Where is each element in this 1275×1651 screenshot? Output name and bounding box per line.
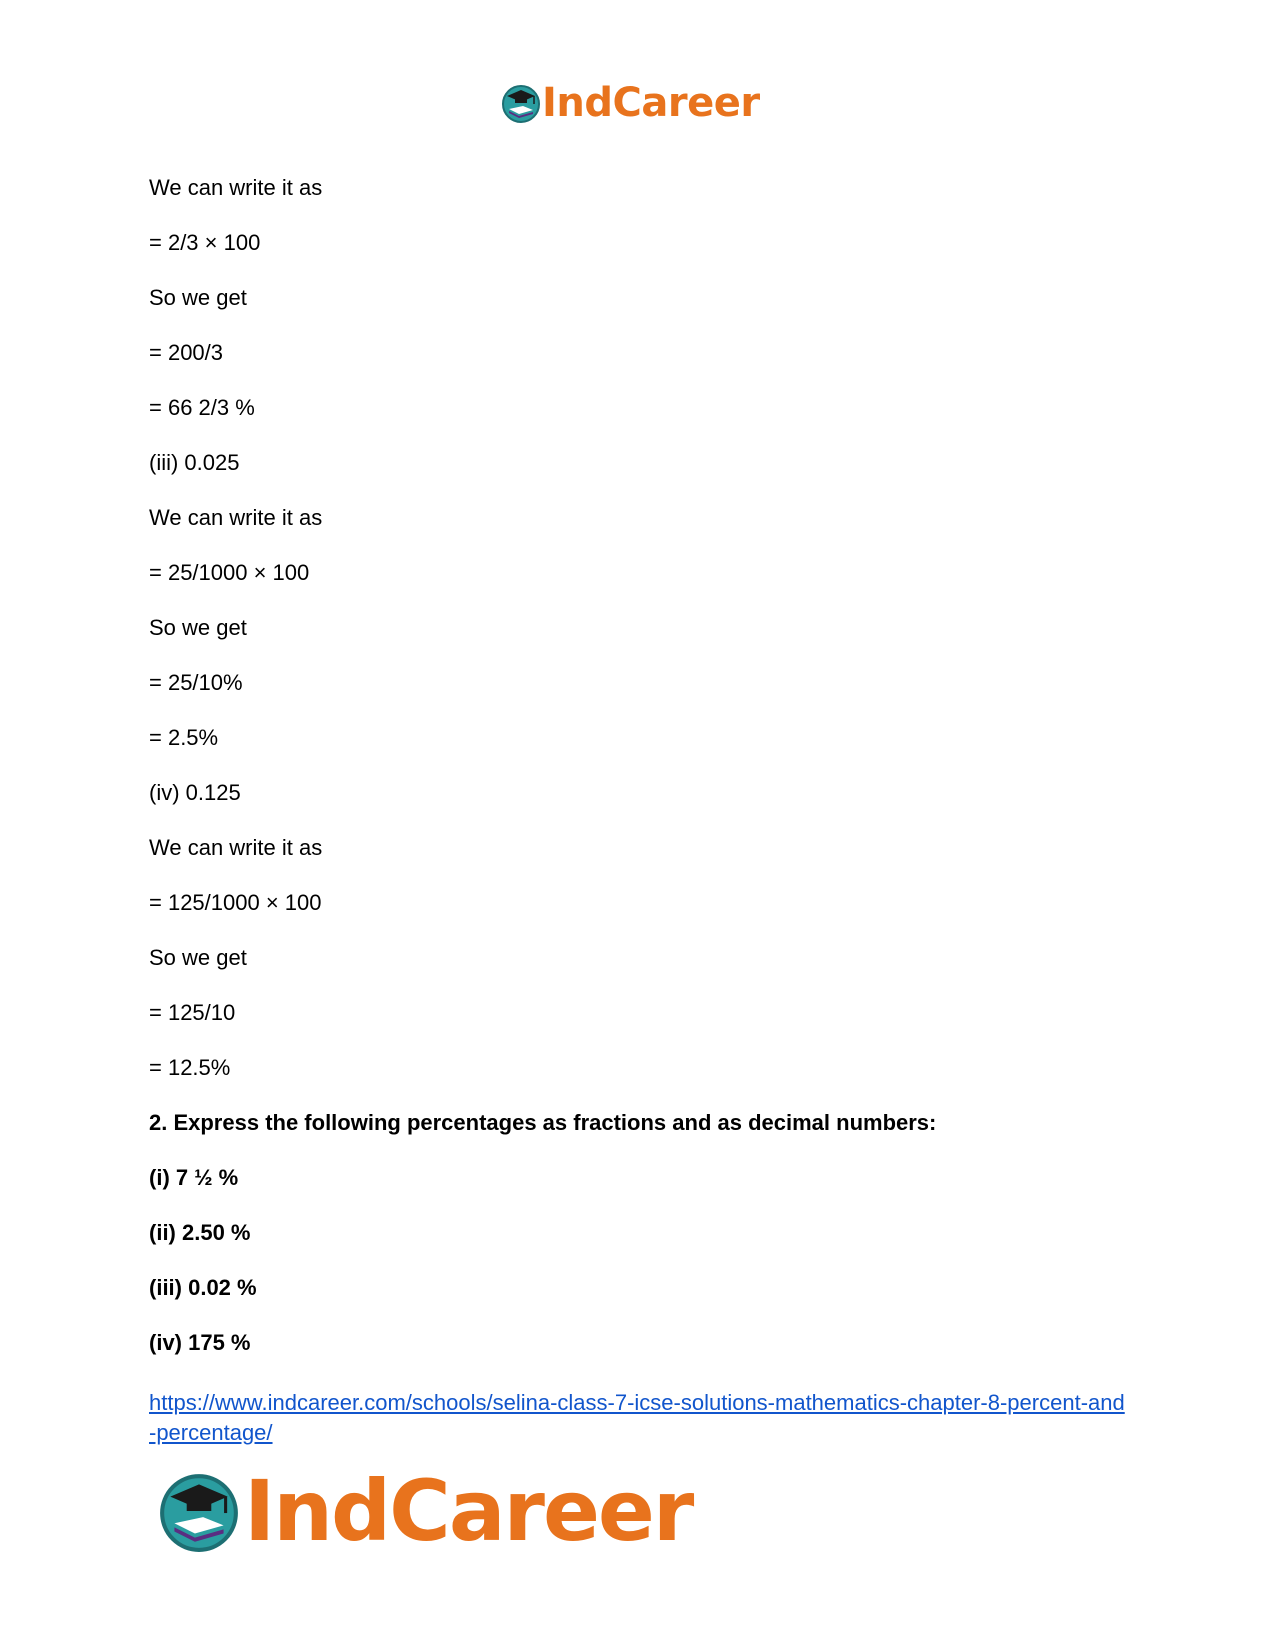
question-item: (iii) 0.02 % xyxy=(149,1275,257,1300)
logo-text: IndCareer xyxy=(542,80,760,126)
question-item: (ii) 2.50 % xyxy=(149,1220,251,1245)
question-heading: 2. Express the following percentages as fractions and as decimal numbers: xyxy=(149,1110,937,1135)
graduation-book-globe-icon xyxy=(158,1468,240,1554)
text-line: So we get xyxy=(149,285,247,310)
text-line: So we get xyxy=(149,945,247,970)
text-line: So we get xyxy=(149,615,247,640)
text-line: = 66 2/3 % xyxy=(149,395,255,420)
question-item: (i) 7 ½ % xyxy=(149,1165,239,1190)
text-line: = 125/10 xyxy=(149,1000,236,1025)
source-link[interactable]: https://www.indcareer.com/schools/selina-class-7-icse-solutions-mathematics-chapter-8-percent-and-percentage/ xyxy=(149,1390,1125,1445)
text-line: = 2/3 × 100 xyxy=(149,230,261,255)
text-line: = 125/1000 × 100 xyxy=(149,890,322,915)
text-line: We can write it as xyxy=(149,835,323,860)
question-item: (iv) 175 % xyxy=(149,1330,251,1355)
text-line: We can write it as xyxy=(149,175,323,200)
text-line: (iv) 0.125 xyxy=(149,780,241,805)
graduation-book-globe-icon xyxy=(501,82,541,124)
logo-text: IndCareer xyxy=(244,1462,693,1560)
text-line: We can write it as xyxy=(149,505,323,530)
text-line: = 25/10% xyxy=(149,670,243,695)
text-line: = 25/1000 × 100 xyxy=(149,560,310,585)
text-line: = 12.5% xyxy=(149,1055,231,1080)
text-line: = 2.5% xyxy=(149,725,219,750)
footer-logo xyxy=(158,1463,692,1559)
header-logo xyxy=(501,80,760,126)
document-body xyxy=(149,175,1149,1385)
text-line: (iii) 0.025 xyxy=(149,450,240,475)
text-line: = 200/3 xyxy=(149,340,224,365)
